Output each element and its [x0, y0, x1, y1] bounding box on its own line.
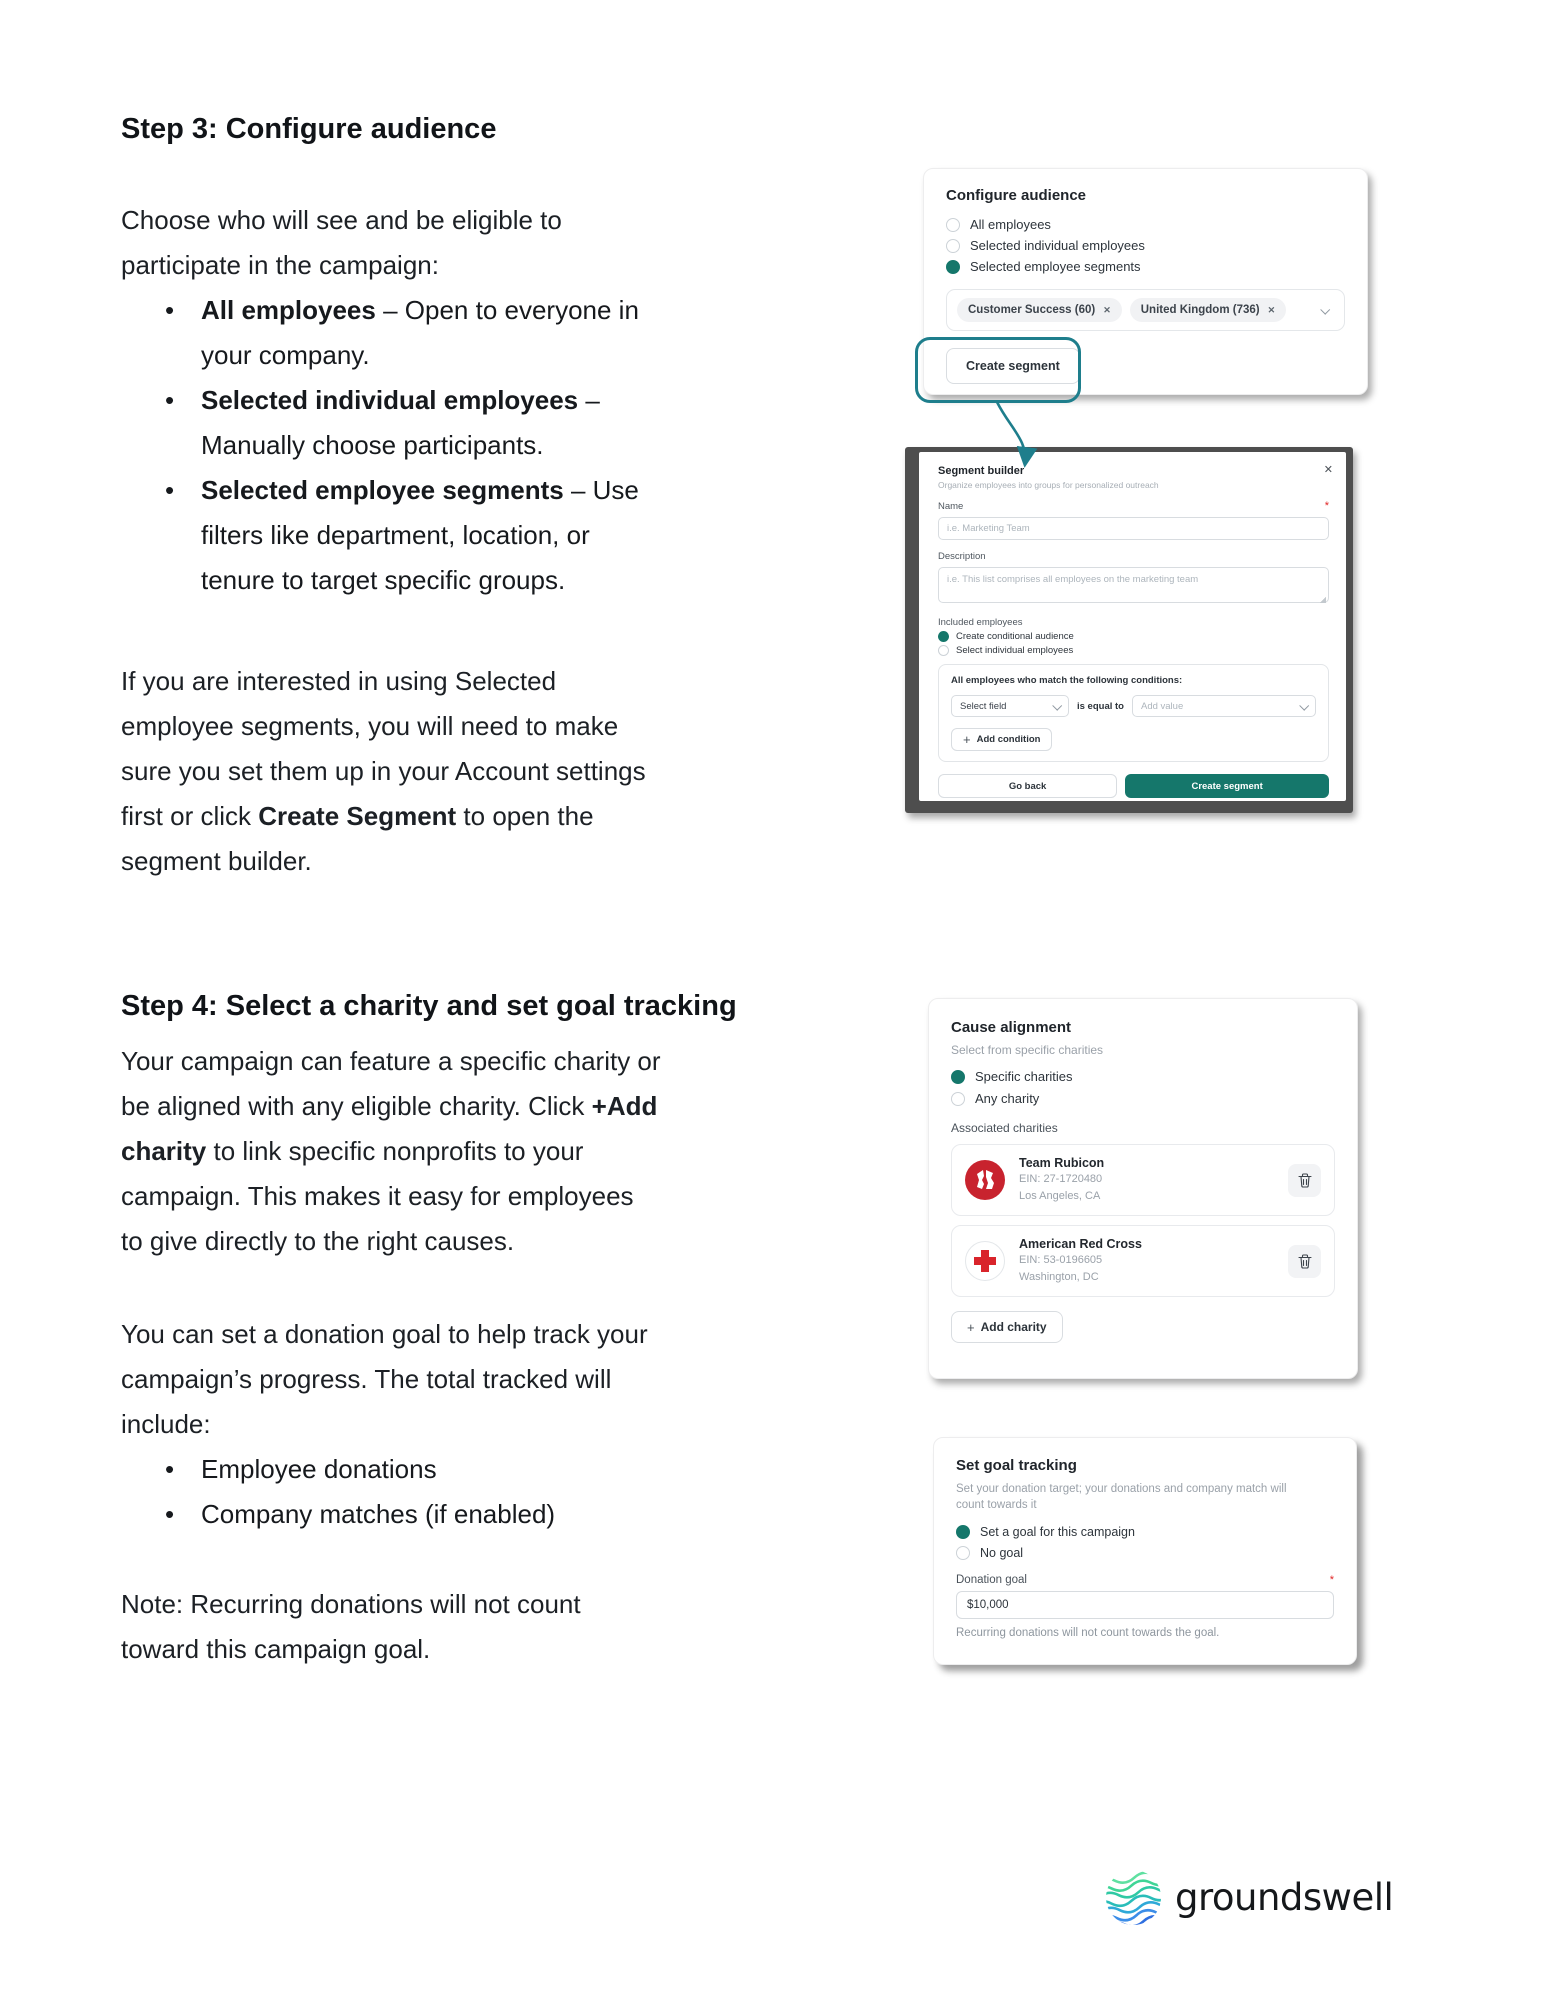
charity-card-american-red-cross	[951, 1225, 1335, 1297]
charity-name: American Red Cross	[1019, 1237, 1142, 1251]
radio-button[interactable]	[951, 1092, 965, 1106]
bullet-term: Selected individual employees	[201, 385, 579, 415]
description-input[interactable]	[938, 567, 1329, 603]
charity-name: Team Rubicon	[1019, 1156, 1105, 1170]
plus-icon: +	[967, 1319, 975, 1335]
radio-any-charity[interactable]	[951, 1091, 1335, 1106]
charity-ein: EIN: 53-0196605	[1019, 1254, 1103, 1266]
charity-location: Washington, DC	[1019, 1271, 1099, 1283]
list-item	[121, 378, 661, 468]
button-label: Add condition	[976, 734, 1041, 745]
bullet-text: – Open to everyone in your company.	[201, 295, 639, 370]
segment-builder-modal	[919, 452, 1346, 801]
radio-set-goal[interactable]	[956, 1525, 1334, 1539]
bullet-term: All employees	[201, 295, 376, 325]
radio-label: Selected individual employees	[970, 238, 1145, 253]
segment-builder-frame	[905, 447, 1353, 813]
radio-button[interactable]	[946, 218, 960, 232]
required-asterisk: *	[1329, 1573, 1334, 1586]
radio-selected-segments[interactable]	[946, 259, 1345, 274]
paragraph-text: If you are interested in using Selected employee segments, you will need to make sure you set them up in your Account settings first or click	[121, 666, 646, 831]
step4-section	[121, 985, 737, 1672]
chevron-down-icon	[1299, 700, 1309, 710]
step3-intro: Choose who will see and be eligible to participate in the campaign:	[121, 205, 562, 280]
charity-meta	[1019, 1156, 1274, 1204]
goal-helper-text: Recurring donations will not count towards the goal.	[956, 1627, 1220, 1639]
radio-label: No goal	[980, 1546, 1024, 1560]
radio-all-employees[interactable]	[946, 217, 1345, 232]
radio-individual-employees[interactable]	[938, 645, 1329, 656]
chip-label: United Kingdom (736)	[1140, 304, 1260, 316]
associated-charities-label: Associated charities	[951, 1121, 1058, 1135]
radio-button-selected[interactable]	[938, 631, 949, 642]
charity-meta	[1019, 1237, 1274, 1285]
bullet-text: – Manually choose participants.	[201, 385, 600, 460]
annotation-highlight	[915, 337, 1081, 403]
button-label: Add charity	[980, 1320, 1047, 1334]
step4-bullet-list	[121, 1447, 661, 1537]
radio-button[interactable]	[946, 239, 960, 253]
radio-specific-charities[interactable]	[951, 1069, 1335, 1084]
groundswell-logo	[1105, 1869, 1393, 1926]
segment-chip[interactable]	[1130, 298, 1286, 322]
chip-remove-icon[interactable]: ✕	[1103, 304, 1111, 315]
modal-title: Segment builder	[938, 465, 1025, 477]
radio-button-selected[interactable]	[956, 1525, 970, 1539]
create-segment-button[interactable]: Create segment	[946, 348, 1080, 384]
radio-label: Selected employee segments	[970, 259, 1141, 274]
paragraph-text: to open the segment builder.	[121, 801, 594, 876]
chip-label: Customer Success (60)	[968, 304, 1096, 316]
radio-label: Select individual employees	[956, 645, 1074, 656]
chip-remove-icon[interactable]: ✕	[1267, 304, 1276, 315]
conditions-box	[938, 664, 1329, 762]
add-condition-button[interactable]	[951, 728, 1052, 751]
cause-alignment-panel	[928, 998, 1358, 1379]
step3-heading: Step 3: Configure audience	[121, 113, 497, 145]
list-item: • Employee donations	[121, 1447, 661, 1492]
delete-charity-button[interactable]	[1288, 1245, 1321, 1278]
required-asterisk: *	[1324, 500, 1329, 512]
charity-ein: EIN: 27-1720480	[1019, 1173, 1103, 1185]
add-charity-button[interactable]	[951, 1311, 1063, 1343]
donation-goal-input[interactable]	[956, 1591, 1334, 1619]
step4-heading: Step 4: Select a charity and set goal tracking	[121, 990, 737, 1022]
bullet-text: – Use filters like department, location, or tenure to target specific groups.	[201, 475, 639, 595]
create-segment-ref: Create Segment	[258, 801, 457, 831]
american-red-cross-logo-icon	[965, 1241, 1005, 1281]
select-value: Select field	[960, 700, 1007, 712]
radio-no-goal[interactable]	[956, 1546, 1334, 1560]
charity-card-team-rubicon	[951, 1144, 1335, 1216]
operator-label: is equal to	[1077, 700, 1124, 712]
trash-icon	[1298, 1173, 1312, 1188]
plus-icon: +	[963, 732, 971, 747]
radio-label: Any charity	[975, 1091, 1040, 1106]
radio-conditional-audience[interactable]	[938, 631, 1329, 642]
radio-button-selected[interactable]	[946, 260, 960, 274]
donation-goal-label: Donation goal	[956, 1574, 1027, 1586]
radio-label: Set a goal for this campaign	[980, 1525, 1135, 1539]
add-charity-ref: +Add charity	[121, 1091, 658, 1166]
resize-handle-icon[interactable]	[1319, 596, 1326, 603]
step3-bullet-list	[121, 288, 661, 603]
field-select[interactable]	[951, 695, 1069, 717]
value-select[interactable]	[1132, 695, 1316, 717]
radio-button[interactable]	[956, 1546, 970, 1560]
conditions-title: All employees who match the following conditions:	[951, 675, 1183, 686]
panel-title: Set goal tracking	[956, 1457, 1077, 1474]
description-label: Description	[938, 551, 986, 562]
panel-subtitle: Select from specific charities	[951, 1043, 1104, 1057]
team-rubicon-logo-icon	[965, 1160, 1005, 1200]
name-input[interactable]	[938, 517, 1329, 540]
trash-icon	[1298, 1254, 1312, 1269]
radio-label: All employees	[970, 217, 1051, 232]
delete-charity-button[interactable]	[1288, 1164, 1321, 1197]
name-label: Name	[938, 501, 964, 512]
radio-selected-individual[interactable]	[946, 238, 1345, 253]
panel-title: Configure audience	[946, 187, 1087, 204]
step3-paragraph	[121, 659, 661, 884]
select-placeholder: Add value	[1140, 700, 1184, 712]
bullet-term: Selected employee segments	[201, 475, 564, 505]
list-item	[121, 288, 661, 378]
modal-subtitle: Organize employees into groups for personalized outreach	[938, 480, 1159, 490]
create-segment-submit-button[interactable]: Create segment	[1125, 774, 1329, 798]
step4-note: Note: Recurring donations will not count toward this campaign goal.	[121, 1589, 581, 1664]
step4-paragraph1	[121, 1039, 661, 1264]
go-back-button[interactable]: Go back	[938, 774, 1117, 798]
paragraph-text: Your campaign can feature a specific charity or be aligned with any eligible charity. Click	[121, 1046, 661, 1121]
brand-wordmark: groundswell	[1175, 1876, 1394, 1919]
list-item: • Company matches (if enabled)	[121, 1492, 661, 1537]
chevron-down-icon[interactable]	[1320, 305, 1330, 315]
segments-multiselect[interactable]	[946, 289, 1345, 331]
list-item	[121, 468, 661, 603]
groundswell-logo-icon	[1105, 1869, 1162, 1926]
included-employees-label: Included employees	[938, 617, 1023, 628]
goal-tracking-panel	[933, 1437, 1357, 1665]
radio-button[interactable]	[938, 645, 949, 656]
annotation-arrow	[958, 398, 1068, 486]
paragraph-text: to link specific nonprofits to your campaign. This makes it easy for employees to give directly to the right causes.	[121, 1136, 634, 1256]
radio-button-selected[interactable]	[951, 1070, 965, 1084]
charity-location: Los Angeles, CA	[1019, 1190, 1101, 1202]
panel-subtitle: Set your donation target; your donations and company match will count towards it	[956, 1483, 1287, 1511]
step3-section	[121, 108, 661, 884]
step4-paragraph2: You can set a donation goal to help track your campaign’s progress. The total tracked will include:	[121, 1319, 648, 1439]
chevron-down-icon	[1052, 700, 1062, 710]
panel-title: Cause alignment	[951, 1019, 1072, 1036]
segment-chip[interactable]	[957, 298, 1122, 322]
close-icon[interactable]: ✕	[1323, 464, 1333, 476]
radio-label: Specific charities	[975, 1069, 1073, 1084]
radio-label: Create conditional audience	[956, 631, 1074, 642]
